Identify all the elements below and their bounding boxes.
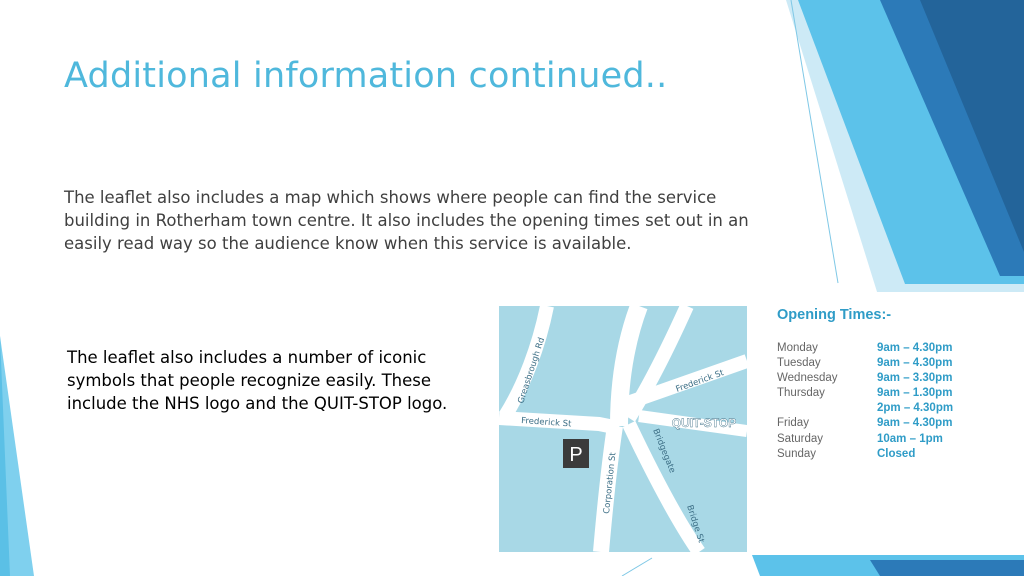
parking-sign-letter: P — [569, 444, 583, 466]
location-map — [499, 306, 747, 552]
hours-day: Sunday — [777, 448, 817, 460]
label-corporation-st: Corporation St — [602, 451, 619, 515]
hours-day: Saturday — [777, 433, 824, 445]
label-bridgegate: Bridgegate — [650, 427, 678, 475]
quit-stop-badge: QUIT-STOP — [671, 416, 737, 430]
hours-row — [777, 342, 1017, 357]
hours-row — [777, 433, 1017, 448]
hours-row — [777, 448, 1017, 463]
hours-day: Thursday — [777, 387, 825, 399]
symbols-paragraph: The leaflet also includes a number of iconic symbols that people recognize easily. These include the NHS logo and the QUIT-STOP logo. — [67, 348, 448, 413]
hours-time: 9am – 3.30pm — [877, 372, 953, 384]
hours-row — [777, 417, 1017, 432]
label-frederick-st-left: Frederick St — [520, 416, 572, 430]
hours-day: Monday — [777, 342, 818, 354]
hours-time: Closed — [877, 448, 916, 460]
hours-day: Wednesday — [777, 372, 838, 384]
hours-row — [777, 402, 1017, 417]
opening-times-card — [766, 292, 1024, 554]
label-frederick-st-right: Frederick St — [674, 368, 726, 395]
intro-paragraph: The leaflet also includes a map which shows where people can find the service building in Rotherham town centre. It also includes the opening times set out in an easily read way so the audience know when this service is available. — [64, 188, 749, 253]
hours-day: Friday — [777, 417, 809, 429]
hours-time: 9am – 4.30pm — [877, 342, 953, 354]
label-greasbrough-rd: Greasbrough Rd — [516, 336, 548, 405]
hours-day: Tuesday — [777, 357, 821, 369]
hours-time: 9am – 4.30pm — [877, 357, 953, 369]
hours-row — [777, 372, 1017, 387]
slide-title: Additional information continued.. — [64, 56, 668, 96]
deco-bottom-line — [622, 558, 652, 576]
hours-row — [777, 357, 1017, 372]
hours-time: 10am – 1pm — [877, 433, 943, 445]
hours-time: 9am – 1.30pm — [877, 387, 953, 399]
hours-row — [777, 387, 1017, 402]
label-lower-right-street: Bridge St — [684, 503, 706, 545]
hours-time: 2pm – 4.30pm — [877, 402, 954, 414]
deco-bottom-dark-panel — [870, 560, 1024, 576]
hours-time: 9am – 4.30pm — [877, 417, 953, 429]
opening-times-title: Opening Times:- — [777, 307, 892, 323]
